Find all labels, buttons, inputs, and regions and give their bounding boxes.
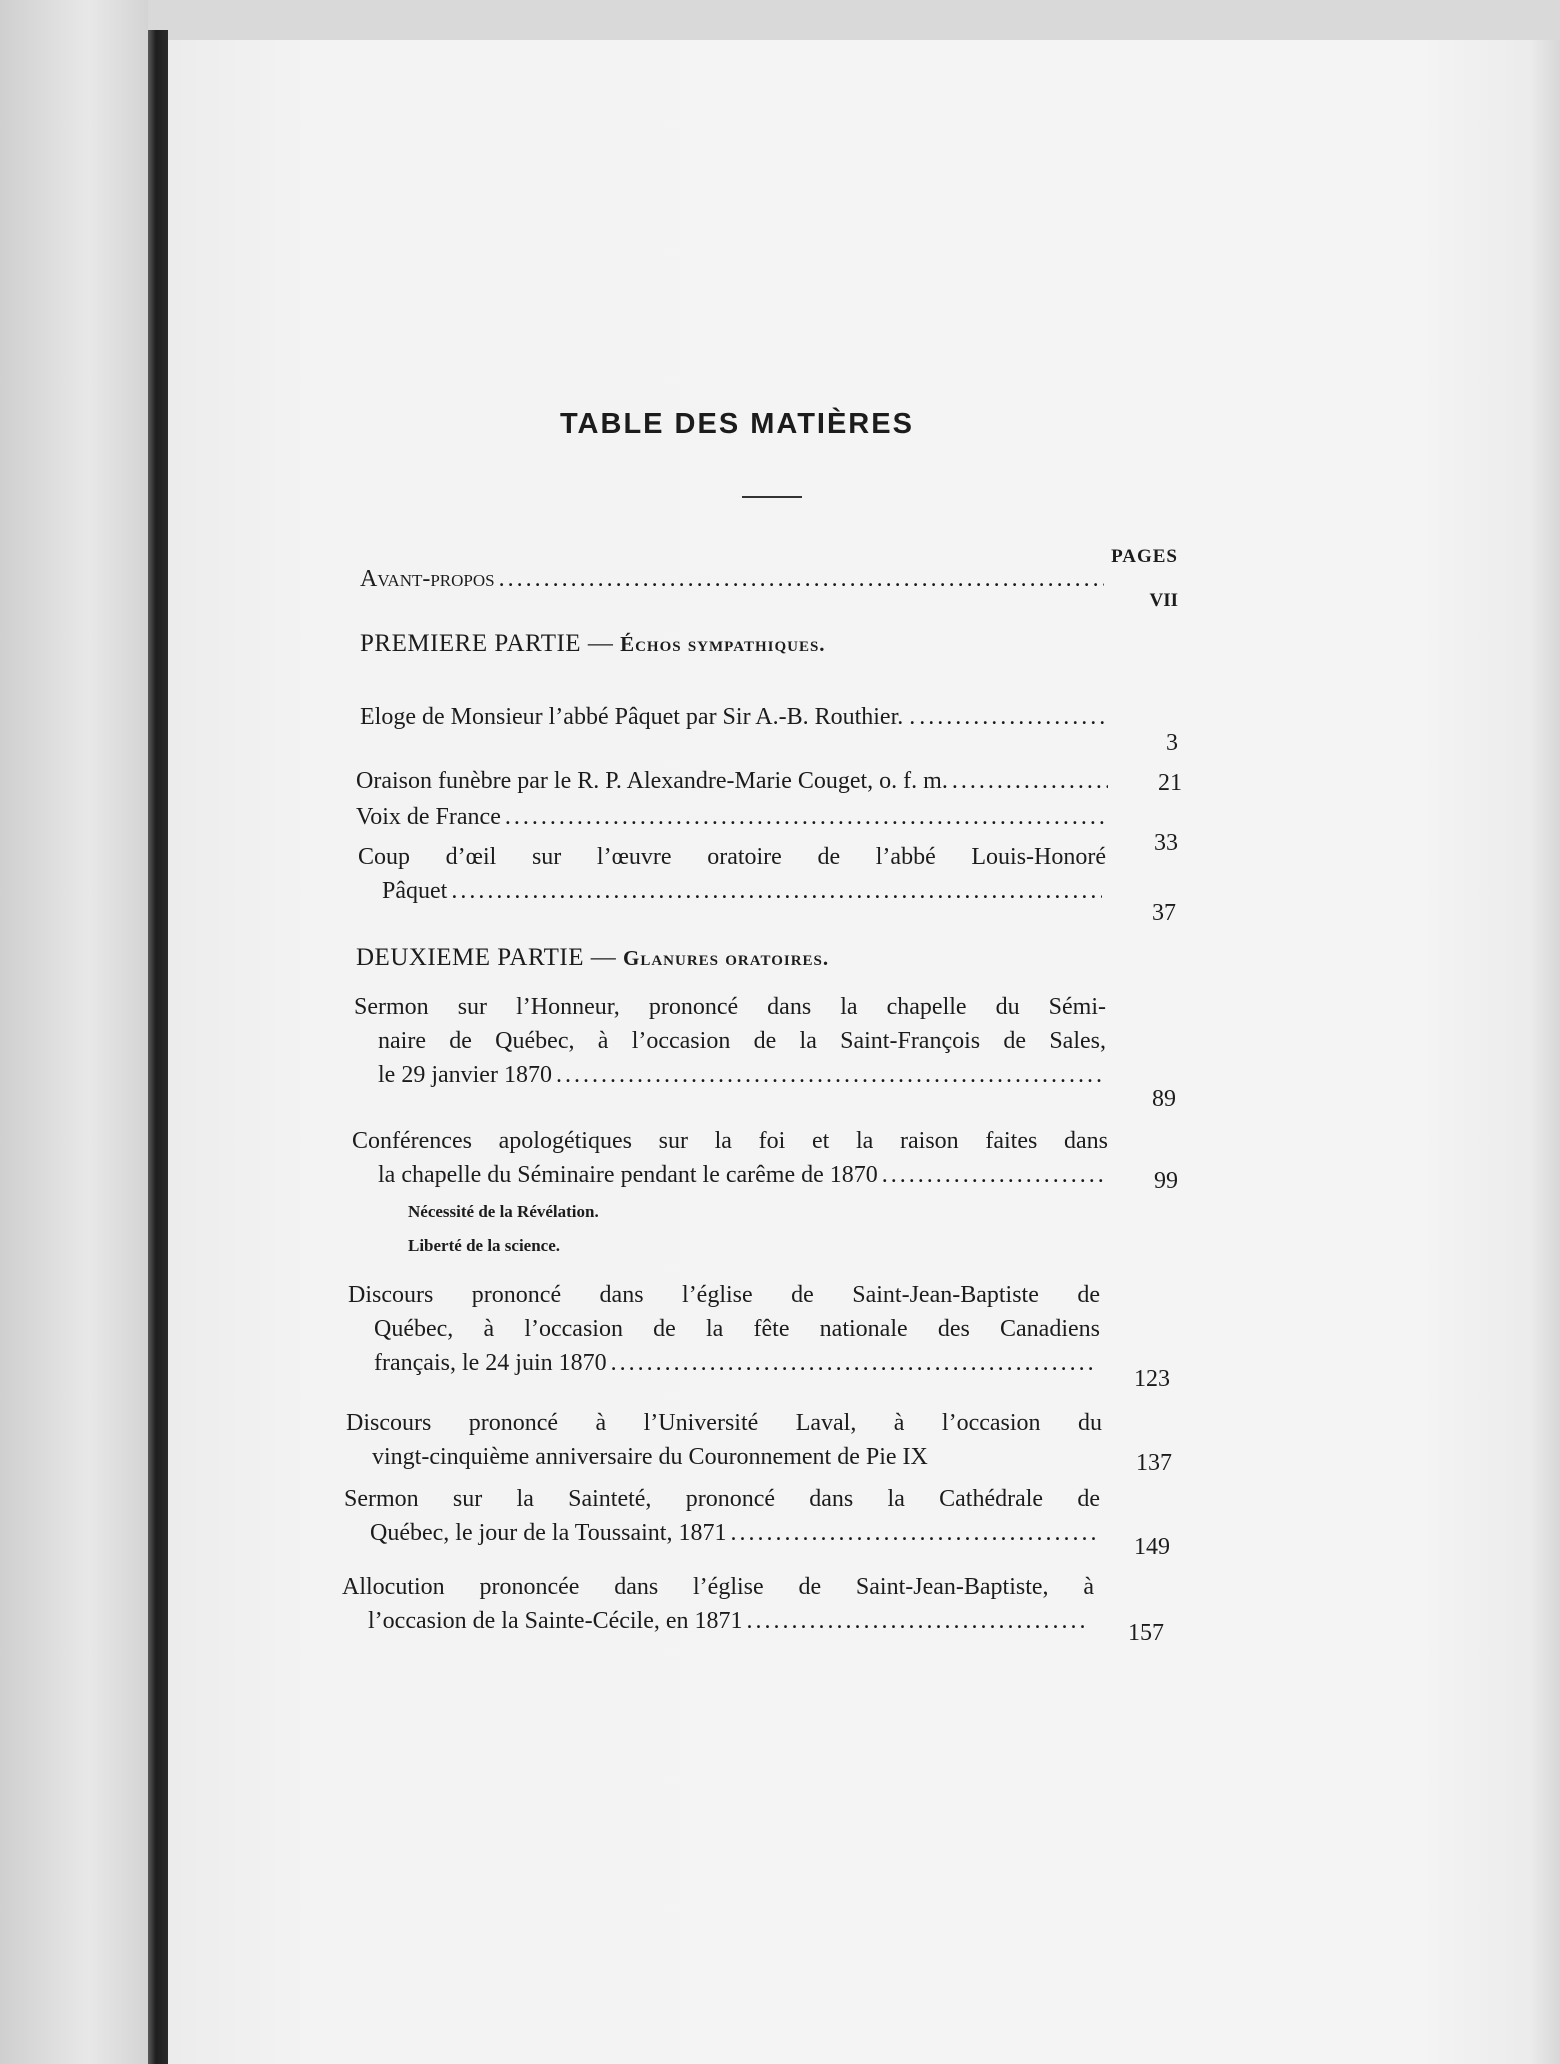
- toc-entry: [348, 1278, 1100, 1380]
- entry-text: Allocution prononcée dans l’église de Saint-Jean-Baptiste, à: [342, 1574, 1094, 1600]
- toc-entry: [356, 800, 1108, 834]
- page-number: 137: [1136, 1450, 1172, 1476]
- toc-entry: [360, 700, 1108, 734]
- entry-text: l’occasion de la Sainte-Cécile, en 1871: [368, 1608, 743, 1634]
- entry-text: la chapelle du Séminaire pendant le carême de 1870: [378, 1162, 878, 1188]
- part-heading-2: [356, 944, 829, 972]
- entry-text: Discours prononcé à l’Université Laval, à l’occasion du: [346, 1410, 1102, 1436]
- entry-text: Sermon sur l’Honneur, prononcé dans la chapelle du Sémi-: [354, 994, 1106, 1020]
- part-heading-1: [360, 630, 826, 658]
- page-edge-shadow: [1530, 40, 1560, 2064]
- entry-text: le 29 janvier 1870: [378, 1062, 552, 1088]
- entry-text: Eloge de Monsieur l’abbé Pâquet par Sir A.-B. Routhier. .: [360, 704, 916, 730]
- entry-text: français, le 24 juin 1870: [374, 1350, 607, 1376]
- page-number: 3: [1166, 730, 1178, 756]
- part-subtitle: Échos sympathiques.: [620, 632, 826, 656]
- page-number: 99: [1154, 1168, 1178, 1194]
- toc-entry: [344, 1482, 1100, 1550]
- entry-text: Pâquet: [382, 878, 448, 904]
- toc-entry: [358, 840, 1106, 908]
- entry-text: Discours prononcé dans l’église de Saint-Jean-Baptiste de: [348, 1282, 1100, 1308]
- part-subtitle: Glanures oratoires.: [622, 946, 830, 970]
- leader-dots: [499, 562, 1104, 596]
- page-number: 33: [1154, 830, 1178, 856]
- entry-text: Québec, à l’occasion de la fête nationale des Canadiens: [374, 1316, 1100, 1342]
- page-number: 149: [1134, 1534, 1170, 1560]
- toc-subitem: Nécessité de la Révélation.: [408, 1202, 599, 1221]
- page-number: [1118, 584, 1178, 618]
- leader-dots: [747, 1604, 1090, 1638]
- left-page-edge: [0, 0, 148, 2064]
- entry-text: naire de Québec, à l’occasion de la Saint-François de Sales,: [378, 1028, 1106, 1054]
- toc-entry: [342, 1570, 1094, 1638]
- page-number: 157: [1128, 1620, 1164, 1646]
- pages-column-header: PAGES: [1111, 546, 1178, 567]
- toc-entry: [356, 764, 1112, 798]
- entry-text: Québec, le jour de la Toussaint, 1871: [370, 1520, 727, 1546]
- page-title: TABLE DES MATIÈRES: [560, 408, 914, 440]
- entry-text: Sermon sur la Sainteté, prononcé dans la Cathédrale de: [344, 1486, 1100, 1512]
- leader-dots: [919, 700, 1104, 734]
- entry-text: Voix de France: [356, 804, 501, 830]
- title-rule: [742, 496, 802, 498]
- toc-entry: [346, 1406, 1102, 1474]
- leader-dots: [505, 800, 1104, 834]
- toc-entry: [352, 1124, 1108, 1192]
- toc-entry-avant-propos: [360, 562, 1108, 596]
- page-number: 89: [1152, 1086, 1176, 1112]
- leader-dots: [730, 1516, 1096, 1550]
- part-title: DEUXIEME PARTIE —: [356, 944, 623, 971]
- leader-dots: [882, 1158, 1104, 1192]
- page-number: 123: [1134, 1366, 1170, 1392]
- leader-dots: [952, 764, 1108, 798]
- leader-dots: [451, 874, 1102, 908]
- entry-text: vingt-cinquième anniversaire du Couronnement de Pie IX: [372, 1444, 928, 1470]
- toc-entry: [354, 990, 1106, 1092]
- book-binding: [148, 30, 168, 2064]
- entry-text: Conférences apologétiques sur la foi et la raison faites dans: [352, 1128, 1108, 1154]
- leader-dots: [556, 1058, 1102, 1092]
- entry-text: Coup d’œil sur l’œuvre oratoire de l’abbé Louis-Honoré: [358, 844, 1106, 870]
- entry-text: Avant-propos: [360, 566, 495, 592]
- leader-dots: [611, 1346, 1096, 1380]
- entry-text: Oraison funèbre par le R. P. Alexandre-Marie Couget, o. f. m.: [356, 768, 948, 794]
- toc-subitem: Liberté de la science.: [408, 1236, 561, 1255]
- page-number-text: VII: [1149, 590, 1178, 611]
- page-number: 37: [1152, 900, 1176, 926]
- page-number: 21: [1158, 770, 1182, 796]
- part-title: PREMIERE PARTIE —: [360, 630, 621, 657]
